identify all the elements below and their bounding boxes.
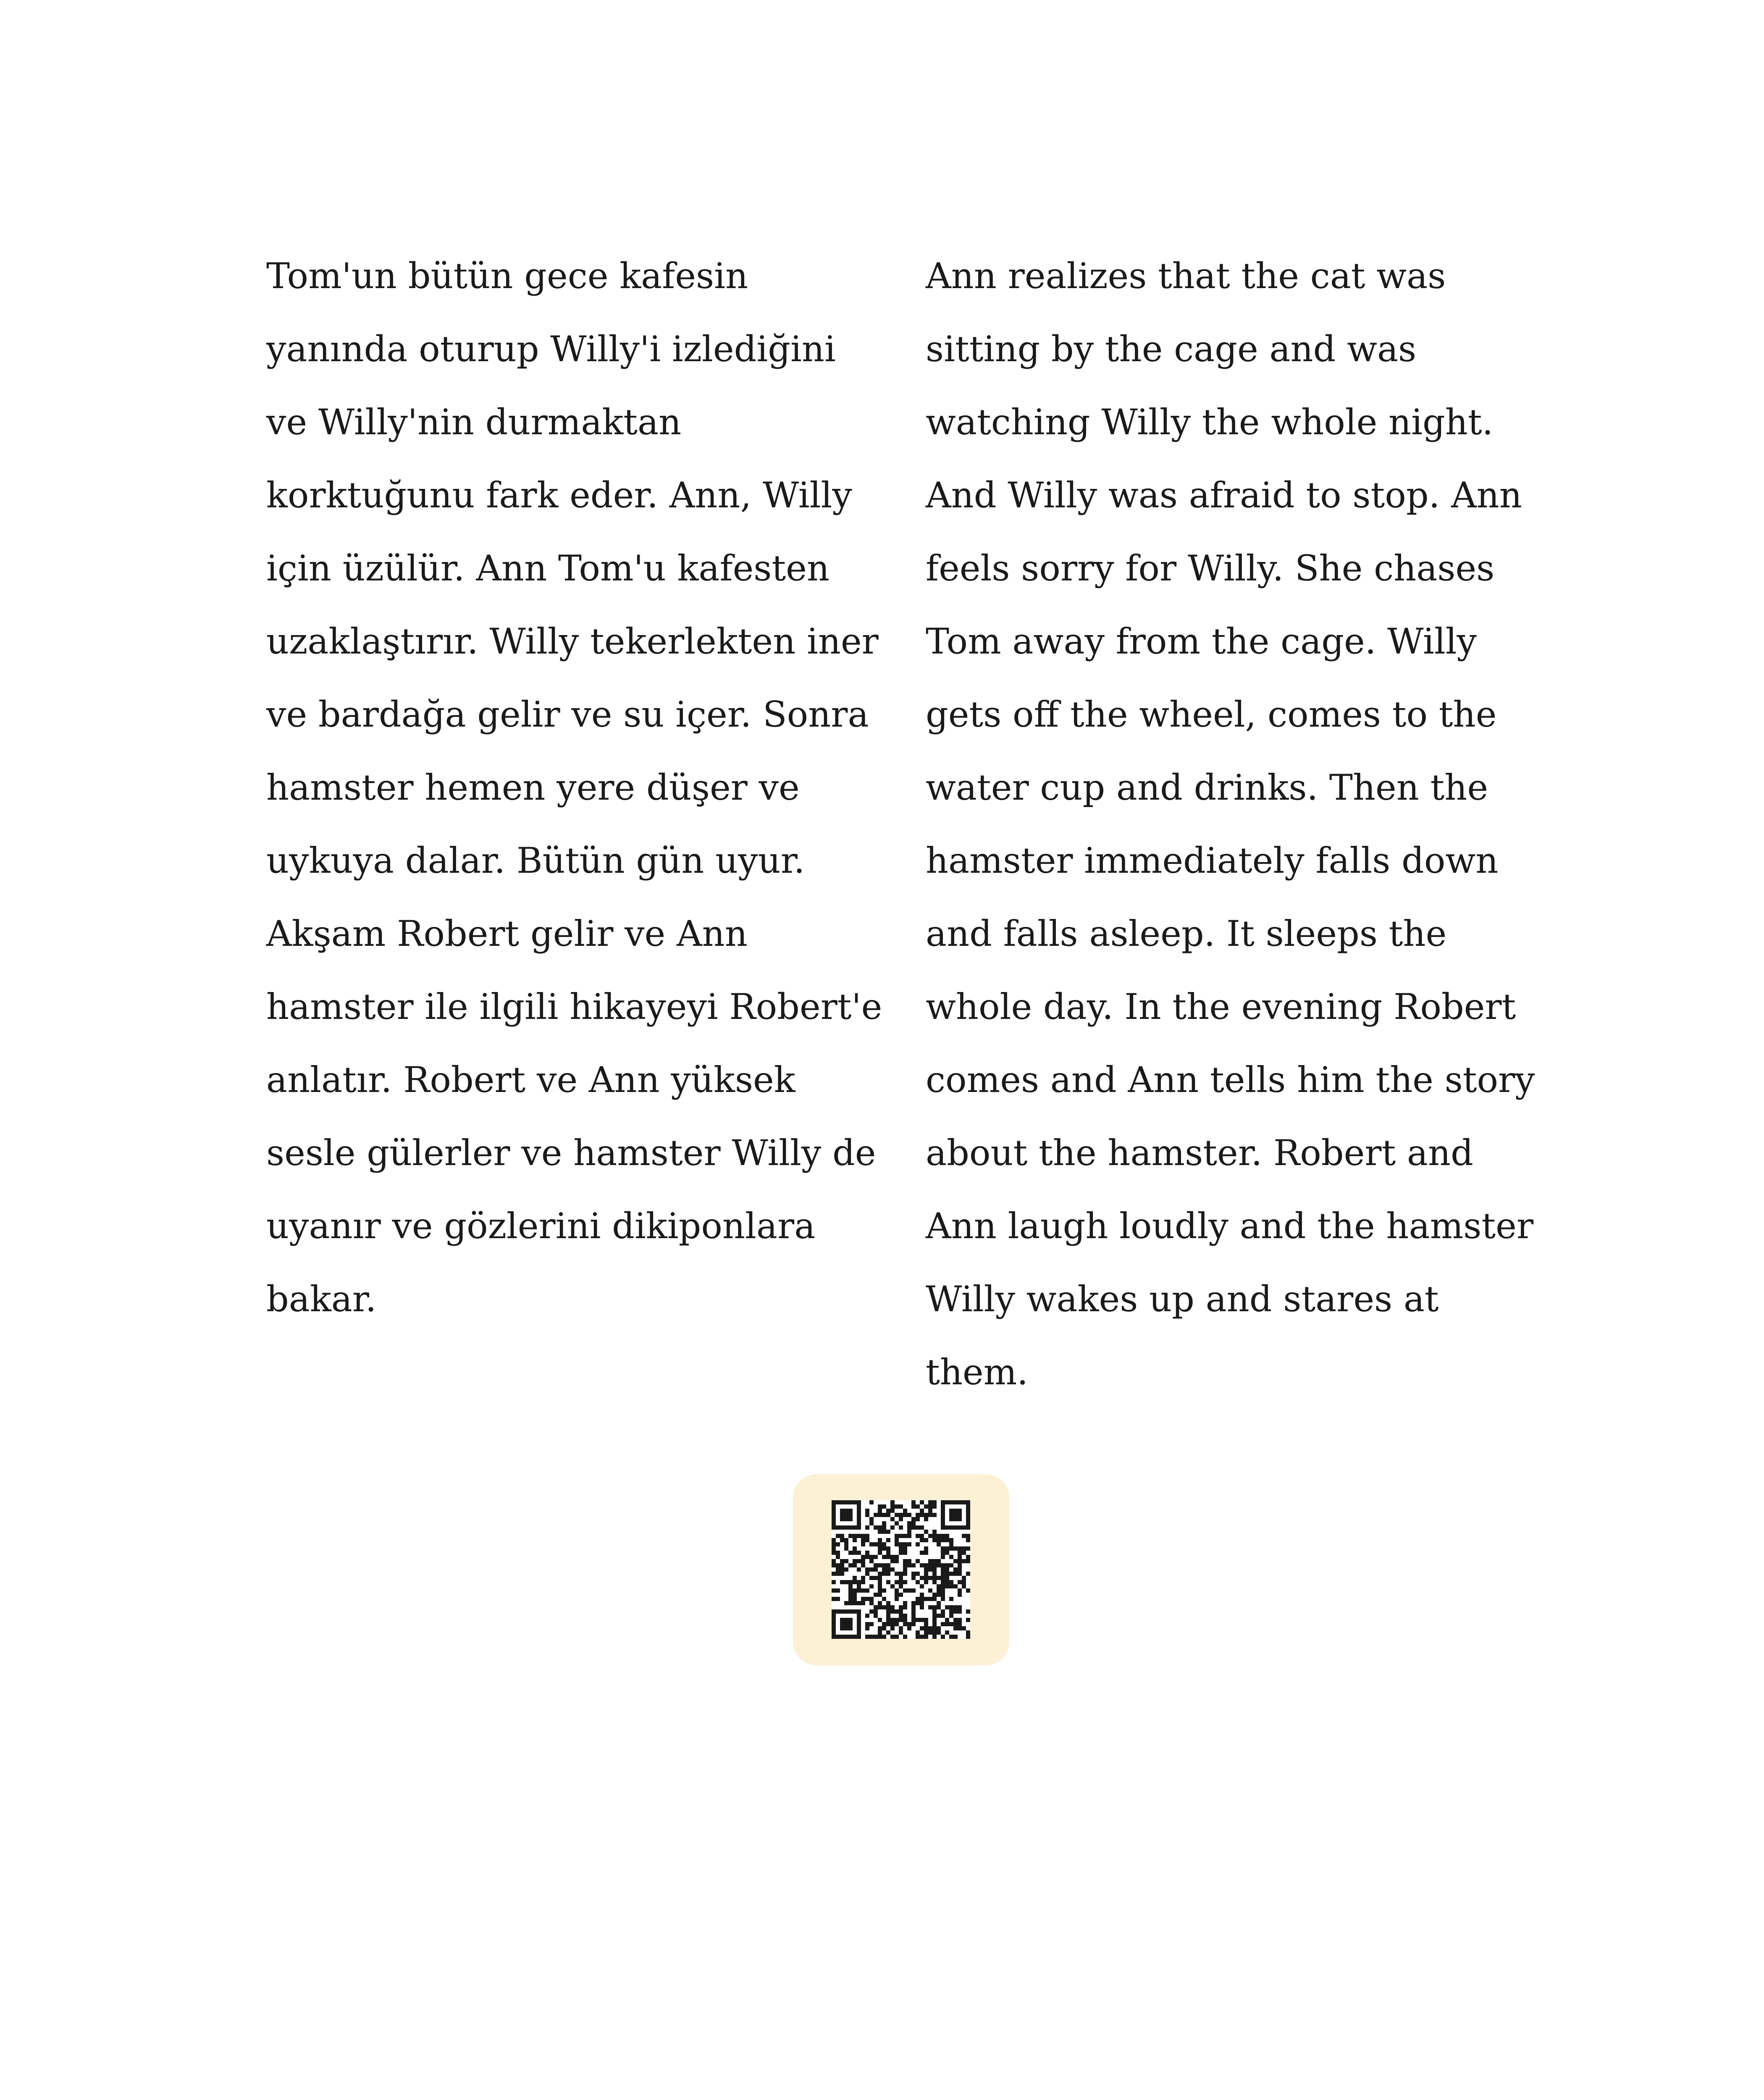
text-line: watching Willy the whole night. xyxy=(926,402,1494,443)
text-line: bakar. xyxy=(266,1278,377,1320)
text-line: hamster hemen yere düşer ve xyxy=(266,767,800,808)
text-line: yanında oturup Willy'i izlediğini xyxy=(266,328,836,370)
text-line: Akşam Robert gelir ve Ann xyxy=(266,913,748,954)
text-line: Ann realizes that the cat was xyxy=(926,255,1446,297)
text-line: uykuya dalar. Bütün gün uyur. xyxy=(266,840,805,881)
turkish-text-column xyxy=(266,239,888,1336)
text-line: comes and Ann tells him the story xyxy=(926,1059,1535,1100)
text-line: feels sorry for Willy. She chases xyxy=(926,548,1495,589)
text-line: them. xyxy=(926,1352,1028,1393)
text-line: korktuğunu fark eder. Ann, Willy xyxy=(266,475,852,516)
text-line: uyanır ve gözlerini dikiponlara xyxy=(266,1205,816,1247)
text-line: And Willy was afraid to stop. Ann xyxy=(926,475,1522,516)
text-line: gets off the wheel, comes to the xyxy=(926,694,1497,735)
text-line: Ann laugh loudly and the hamster xyxy=(926,1205,1533,1247)
text-line: Tom away from the cage. Willy xyxy=(926,621,1477,662)
text-line: Tom'un bütün gece kafesin xyxy=(266,255,748,297)
text-line: için üzülür. Ann Tom'u kafesten xyxy=(266,548,830,589)
text-line: ve Willy'nin durmaktan xyxy=(266,402,682,443)
qr-code-icon xyxy=(832,1500,970,1639)
qr-code-card[interactable] xyxy=(793,1474,1009,1665)
text-line: water cup and drinks. Then the xyxy=(926,767,1488,808)
text-line: anlatır. Robert ve Ann yüksek xyxy=(266,1059,795,1100)
text-line: sesle gülerler ve hamster Willy de xyxy=(266,1132,876,1173)
english-text-column xyxy=(926,239,1581,1409)
text-line: hamster ile ilgili hikayeyi Robert'e xyxy=(266,986,882,1027)
text-line: hamster immediately falls down xyxy=(926,840,1499,881)
text-line: whole day. In the evening Robert xyxy=(926,986,1516,1027)
text-line: about the hamster. Robert and xyxy=(926,1132,1473,1173)
text-line: uzaklaştırır. Willy tekerlekten iner xyxy=(266,621,879,662)
text-line: ve bardağa gelir ve su içer. Sonra xyxy=(266,694,869,735)
text-line: sitting by the cage and was xyxy=(926,328,1417,370)
text-line: and falls asleep. It sleeps the xyxy=(926,913,1447,954)
text-line: Willy wakes up and stares at xyxy=(926,1278,1439,1320)
